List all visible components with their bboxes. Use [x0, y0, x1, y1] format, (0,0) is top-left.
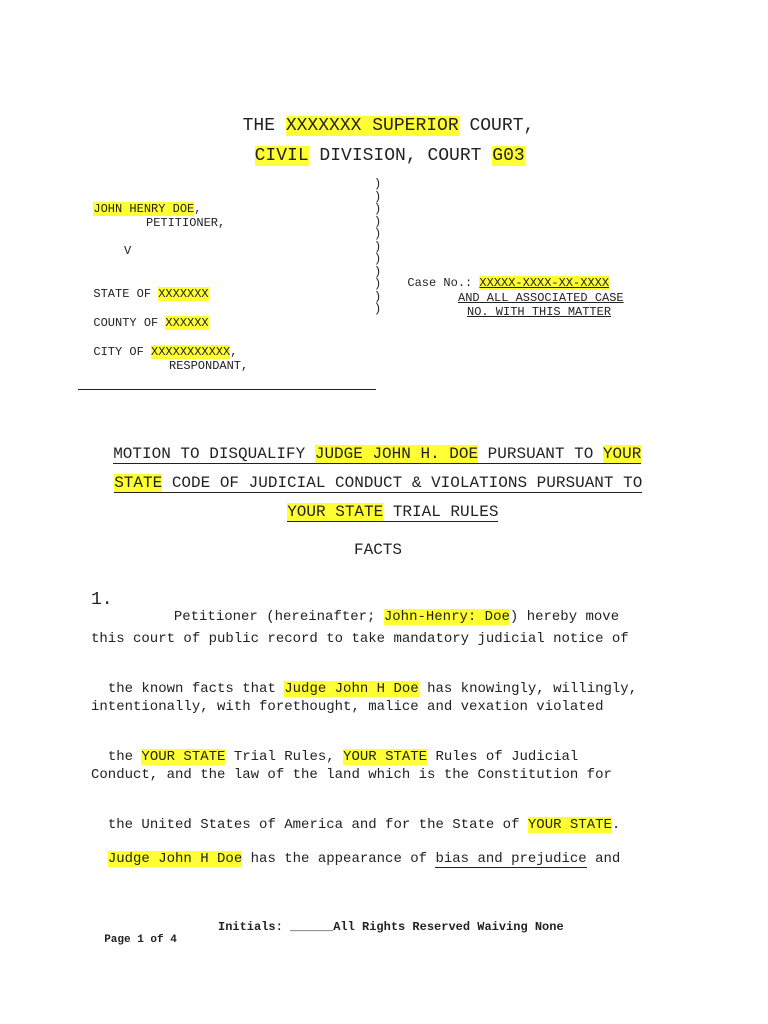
- case-number-value: XXXXX-XXXX-XX-XXXX: [479, 276, 610, 290]
- body-line-6: Conduct, and the law of the land which is the Constitution for: [91, 767, 612, 783]
- body-line-5: the YOUR STATE Trial Rules, YOUR STATE Rules of Judicial: [107, 749, 579, 765]
- body-line-1: Petitioner (hereinafter; John-Henry: Doe) hereby move: [173, 609, 620, 625]
- body-line-3: the known facts that Judge John H Doe has knowingly, willingly,: [107, 681, 638, 697]
- body-line-4: intentionally, with forethought, malice and vexation violated: [91, 699, 604, 715]
- motion-title-line3: YOUR STATE TRIAL RULES: [287, 503, 499, 521]
- body-line-8: Judge John H Doe has the appearance of bias and prejudice and: [107, 851, 621, 867]
- petitioner-label: PETITIONER,: [146, 216, 226, 230]
- caption-paren-column: ) ) ) ) ) ) ) ) ) ) ): [374, 177, 382, 316]
- court-title-line2: CIVIL DIVISION, COURT G03: [254, 146, 525, 166]
- court-name-highlight: XXXXXXX SUPERIOR: [285, 116, 459, 136]
- petitioner-name: JOHN HENRY DOE,: [93, 202, 202, 216]
- page-total: 4: [170, 934, 177, 946]
- motion-title-line1: MOTION TO DISQUALIFY JUDGE JOHN H. DOE PURSUANT TO YOUR: [113, 445, 642, 463]
- division-highlight: CIVIL: [254, 146, 309, 166]
- bias-prejudice-phrase: bias and prejudice: [435, 851, 587, 867]
- state-line: STATE OF XXXXXXX: [93, 287, 209, 301]
- body-line-2: this court of public record to take mandatory judicial notice of: [91, 631, 629, 647]
- body-line-7: the United States of America and for the State of YOUR STATE.: [107, 817, 621, 833]
- city-line: CITY OF XXXXXXXXXXX,: [93, 345, 238, 359]
- caption-rule: [78, 389, 376, 390]
- respondent-label: RESPONDANT,: [169, 359, 249, 373]
- associated-case-line1: AND ALL ASSOCIATED CASE: [458, 291, 624, 305]
- motion-title-line2: STATE CODE OF JUDICIAL CONDUCT & VIOLATIONS PURSUANT TO: [114, 474, 643, 492]
- facts-heading: FACTS: [354, 541, 403, 559]
- page-footer-initials: Initials: ______All Rights Reserved Waiving None: [218, 920, 564, 934]
- page-number: 1: [137, 934, 144, 946]
- county-line: COUNTY OF XXXXXX: [93, 316, 209, 330]
- court-number-highlight: G03: [492, 146, 525, 166]
- associated-case-line2: NO. WITH THIS MATTER: [467, 305, 612, 319]
- versus-label: V: [124, 244, 132, 258]
- case-number: Case No.: XXXXX-XXXX-XX-XXXX: [407, 276, 610, 290]
- court-title-line1: THE XXXXXXX SUPERIOR COURT,: [242, 116, 535, 136]
- paragraph-number: 1.: [91, 590, 113, 610]
- page-footer-pages: Page 1 of 4: [104, 934, 177, 946]
